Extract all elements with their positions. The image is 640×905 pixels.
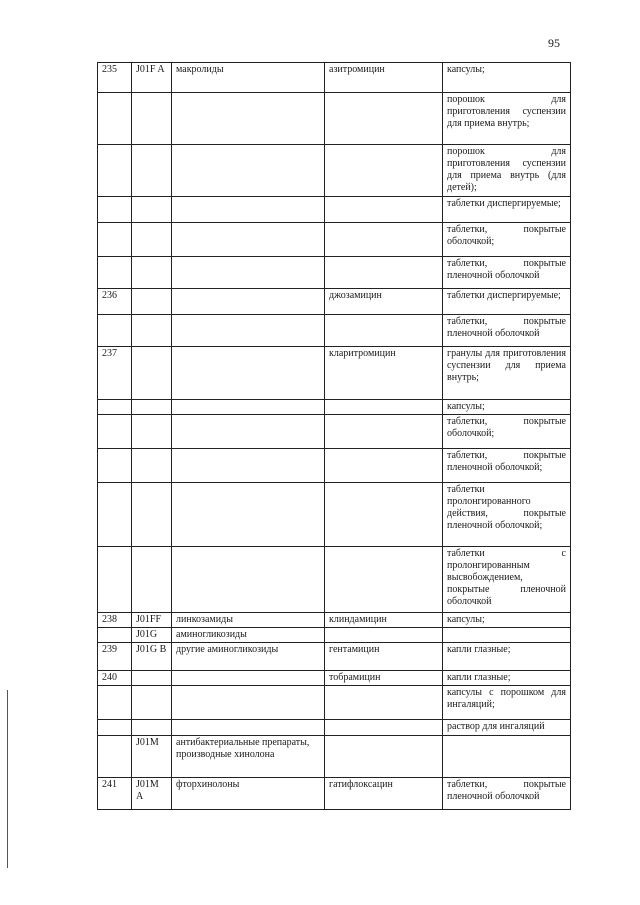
atc-code-cell xyxy=(132,686,172,720)
row-number-cell: 236 xyxy=(98,289,132,315)
table-row xyxy=(98,93,571,145)
group-name-cell: антибактериальные препараты, производные хинолона xyxy=(172,736,325,778)
drug-name-cell xyxy=(325,720,443,736)
atc-code-cell xyxy=(132,671,172,686)
row-number-cell: 241 xyxy=(98,778,132,810)
atc-code-cell xyxy=(132,720,172,736)
table-row xyxy=(98,778,571,810)
group-name-cell xyxy=(172,315,325,347)
table-row xyxy=(98,613,571,628)
atc-code-cell xyxy=(132,449,172,483)
drug-name-cell: клиндамицин xyxy=(325,613,443,628)
group-name-cell: макролиды xyxy=(172,63,325,93)
table-row xyxy=(98,643,571,671)
group-name-cell: линкозамиды xyxy=(172,613,325,628)
table-row xyxy=(98,686,571,720)
dosage-form-cell: гранулы для приготовления суспензии для приема внутрь; xyxy=(443,347,571,400)
row-number-cell xyxy=(98,145,132,197)
group-name-cell xyxy=(172,347,325,400)
table-row xyxy=(98,449,571,483)
row-number-cell: 237 xyxy=(98,347,132,400)
row-number-cell xyxy=(98,315,132,347)
table-row xyxy=(98,628,571,643)
row-number-cell: 235 xyxy=(98,63,132,93)
group-name-cell xyxy=(172,93,325,145)
group-name-cell xyxy=(172,686,325,720)
table-row xyxy=(98,289,571,315)
drug-name-cell xyxy=(325,686,443,720)
drug-name-cell: кларитромицин xyxy=(325,347,443,400)
group-name-cell xyxy=(172,289,325,315)
group-name-cell xyxy=(172,197,325,223)
drug-name-cell xyxy=(325,257,443,289)
group-name-cell xyxy=(172,449,325,483)
drug-name-cell xyxy=(325,415,443,449)
drug-name-cell xyxy=(325,483,443,547)
dosage-form-cell xyxy=(443,628,571,643)
atc-code-cell: J01G B xyxy=(132,643,172,671)
table-row xyxy=(98,736,571,778)
atc-code-cell xyxy=(132,547,172,613)
table-row xyxy=(98,257,571,289)
drug-name-cell xyxy=(325,547,443,613)
group-name-cell xyxy=(172,483,325,547)
row-number-cell: 240 xyxy=(98,671,132,686)
atc-code-cell xyxy=(132,197,172,223)
drug-name-cell xyxy=(325,449,443,483)
atc-code-cell xyxy=(132,289,172,315)
drug-name-cell xyxy=(325,400,443,415)
drug-name-cell xyxy=(325,93,443,145)
drug-name-cell xyxy=(325,197,443,223)
dosage-form-cell: таблетки диспергируемые; xyxy=(443,197,571,223)
row-number-cell: 239 xyxy=(98,643,132,671)
dosage-form-cell: таблетки диспергируемые; xyxy=(443,289,571,315)
atc-code-cell xyxy=(132,483,172,547)
dosage-form-cell: порошок для приготовления суспензии для приема внутрь; xyxy=(443,93,571,145)
page-number: 95 xyxy=(548,36,560,50)
dosage-form-cell: капсулы; xyxy=(443,400,571,415)
drug-name-cell xyxy=(325,628,443,643)
atc-code-cell xyxy=(132,93,172,145)
atc-code-cell xyxy=(132,145,172,197)
drug-name-cell: джозамицин xyxy=(325,289,443,315)
drug-name-cell xyxy=(325,736,443,778)
drug-table xyxy=(97,62,571,810)
dosage-form-cell: таблетки, покрытые оболочкой; xyxy=(443,223,571,257)
drug-name-cell xyxy=(325,315,443,347)
table-row xyxy=(98,547,571,613)
table-row xyxy=(98,145,571,197)
dosage-form-cell: таблетки, покрытые оболочкой; xyxy=(443,415,571,449)
group-name-cell xyxy=(172,671,325,686)
drug-table-body xyxy=(98,63,571,810)
row-number-cell xyxy=(98,483,132,547)
dosage-form-cell: таблетки, покрытые пленочной оболочкой xyxy=(443,257,571,289)
table-row xyxy=(98,415,571,449)
atc-code-cell xyxy=(132,347,172,400)
atc-code-cell xyxy=(132,257,172,289)
group-name-cell xyxy=(172,720,325,736)
atc-code-cell xyxy=(132,415,172,449)
dosage-form-cell: таблетки, покрытые пленочной оболочкой; xyxy=(443,449,571,483)
atc-code-cell: J01FF xyxy=(132,613,172,628)
dosage-form-cell: капли глазные; xyxy=(443,671,571,686)
row-number-cell xyxy=(98,720,132,736)
row-number-cell xyxy=(98,257,132,289)
row-number-cell xyxy=(98,449,132,483)
table-row xyxy=(98,671,571,686)
row-number-cell xyxy=(98,547,132,613)
table-row xyxy=(98,197,571,223)
row-number-cell xyxy=(98,628,132,643)
drug-name-cell: тобрамицин xyxy=(325,671,443,686)
atc-code-cell xyxy=(132,223,172,257)
table-row xyxy=(98,720,571,736)
row-number-cell: 238 xyxy=(98,613,132,628)
table-row xyxy=(98,223,571,257)
dosage-form-cell: капсулы с порошком для ингаляций; xyxy=(443,686,571,720)
group-name-cell xyxy=(172,547,325,613)
dosage-form-cell: раствор для ингаляций xyxy=(443,720,571,736)
dosage-form-cell: капсулы; xyxy=(443,63,571,93)
group-name-cell: фторхинолоны xyxy=(172,778,325,810)
dosage-form-cell xyxy=(443,736,571,778)
row-number-cell xyxy=(98,736,132,778)
atc-code-cell: J01M xyxy=(132,736,172,778)
row-number-cell xyxy=(98,400,132,415)
dosage-form-cell: порошок для приготовления суспензии для приема внутрь (для детей); xyxy=(443,145,571,197)
drug-name-cell: гатифлоксацин xyxy=(325,778,443,810)
drug-name-cell: азитромицин xyxy=(325,63,443,93)
dosage-form-cell: таблетки с пролонгированным высвобождением, покрытые пленочной оболочкой xyxy=(443,547,571,613)
drug-name-cell: гентамицин xyxy=(325,643,443,671)
row-number-cell xyxy=(98,197,132,223)
group-name-cell xyxy=(172,400,325,415)
dosage-form-cell: таблетки, покрытые пленочной оболочкой xyxy=(443,778,571,810)
table-row xyxy=(98,63,571,93)
row-number-cell xyxy=(98,686,132,720)
table-row xyxy=(98,315,571,347)
dosage-form-cell: капсулы; xyxy=(443,613,571,628)
scan-edge-line xyxy=(7,690,8,868)
dosage-form-cell: таблетки пролонгированного действия, покрытые пленочной оболочкой; xyxy=(443,483,571,547)
group-name-cell xyxy=(172,415,325,449)
table-row xyxy=(98,400,571,415)
group-name-cell: другие аминогликозиды xyxy=(172,643,325,671)
dosage-form-cell: капли глазные; xyxy=(443,643,571,671)
drug-name-cell xyxy=(325,223,443,257)
group-name-cell xyxy=(172,223,325,257)
drug-name-cell xyxy=(325,145,443,197)
row-number-cell xyxy=(98,223,132,257)
atc-code-cell xyxy=(132,315,172,347)
table-row xyxy=(98,483,571,547)
atc-code-cell: J01G xyxy=(132,628,172,643)
group-name-cell: аминогликозиды xyxy=(172,628,325,643)
row-number-cell xyxy=(98,93,132,145)
dosage-form-cell: таблетки, покрытые пленочной оболочкой xyxy=(443,315,571,347)
group-name-cell xyxy=(172,257,325,289)
group-name-cell xyxy=(172,145,325,197)
table-row xyxy=(98,347,571,400)
atc-code-cell xyxy=(132,400,172,415)
atc-code-cell: J01M A xyxy=(132,778,172,810)
row-number-cell xyxy=(98,415,132,449)
atc-code-cell: J01F A xyxy=(132,63,172,93)
